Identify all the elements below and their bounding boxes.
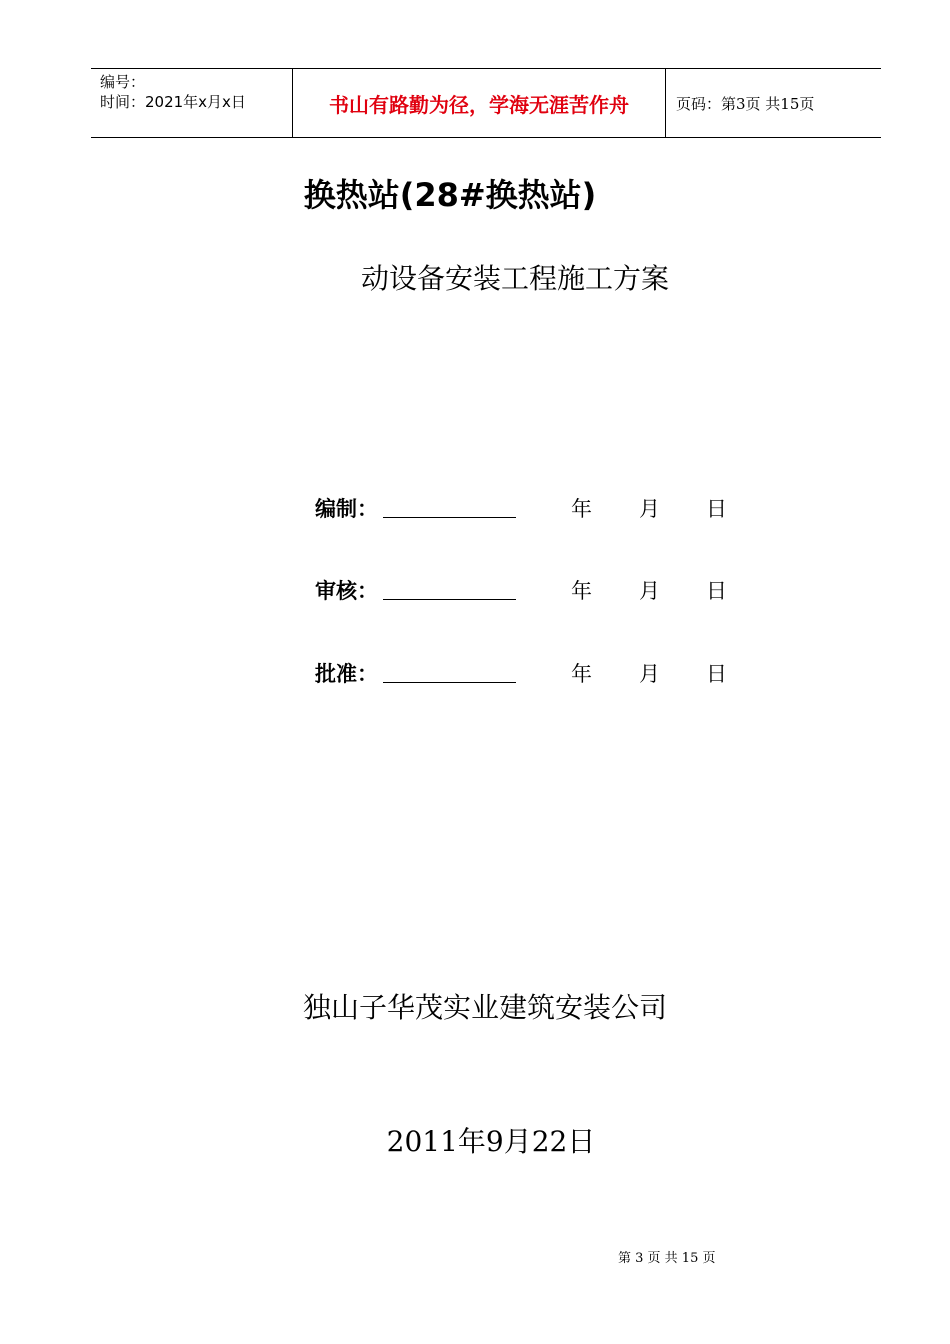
page-header — [91, 68, 881, 138]
doc-title-line1: 换热站(28#换热站) — [303, 176, 597, 214]
signature-line — [383, 517, 516, 518]
date-day: 日 — [706, 497, 727, 521]
page-info: 页码：第3页 共15页 — [676, 95, 815, 113]
header-meta-cell — [91, 69, 293, 137]
date-month: 月 — [639, 497, 660, 521]
date-year: 年 — [571, 579, 592, 603]
serial-label: 编号： — [100, 73, 146, 91]
date-year: 年 — [571, 497, 592, 521]
signoff-row-prepared — [315, 493, 735, 523]
company-name: 独山子华茂实业建筑安装公司 — [302, 991, 667, 1024]
signoff-row-reviewed — [315, 575, 735, 605]
date-day: 日 — [706, 579, 727, 603]
date-day: 日 — [706, 662, 727, 686]
header-motto-cell — [293, 69, 666, 137]
doc-title-line2: 动设备安装工程施工方案 — [360, 262, 669, 295]
date-month: 月 — [639, 662, 660, 686]
signature-line — [383, 599, 516, 600]
signature-line — [383, 682, 516, 683]
document-date: 2011年9月22日 — [386, 1125, 596, 1158]
motto-text: 书山有路勤为径，学海无涯苦作舟 — [329, 93, 629, 117]
time-label: 时间：2021年x月x日 — [100, 93, 246, 111]
signoff-row-approved — [315, 658, 735, 688]
date-year: 年 — [571, 662, 592, 686]
date-month: 月 — [639, 579, 660, 603]
page-footer: 第 3 页 共 15 页 — [618, 1251, 716, 1266]
signoff-label: 编制： — [315, 497, 378, 521]
header-page-cell — [666, 69, 881, 137]
signoff-label: 批准： — [315, 662, 378, 686]
signoff-label: 审核： — [315, 579, 378, 603]
